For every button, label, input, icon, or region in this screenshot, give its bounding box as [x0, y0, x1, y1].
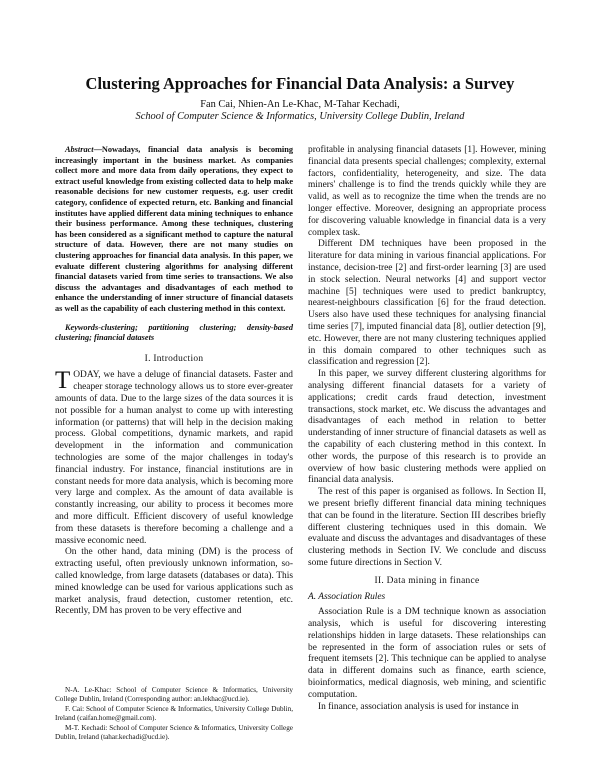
- abstract: [55, 145, 293, 315]
- paper-title: Clustering Approaches for Financial Data Analysis: a Survey: [85, 74, 515, 93]
- keywords: Keywords-clustering; partitioning clustering; density-based clustering; financial datasets: [55, 322, 293, 343]
- section-heading-introduction: I. Introduction: [144, 353, 204, 364]
- author-list: Fan Cai, Nhien-An Le-Khac, M-Tahar Kechadi,: [200, 99, 400, 110]
- intro-paragraph-5: The rest of this paper is organised as follows. In Section II, we present briefly different financial data mining techniques that can be found in the literature. Section III describes briefly different clustering techniques used in this domain. We evaluate and discuss the advantages and disadvantages of these clustering methods in Section IV. We conclude and discuss some future directions in Section V.: [308, 487, 546, 568]
- intro-paragraph-2: On the other hand, data mining (DM) is the process of extracting useful, often previously unknown information, so-called knowledge, from large datasets (databases or data). This mined knowledge can be used for various applications such as market analysis, fraud detection, customer retention, etc. Recently, DM has proven to be very effective and: [55, 547, 293, 617]
- abstract-text: —Nowadays, financial data analysis is becoming increasingly important in the business market. As companies collect more and more data from daily operations, they expect to extract useful knowledge from existing collected data to help make reasonable decisions for new customer requests, e.g. user credit category, confidence of expected return, etc. Banking and financial institutes have applied different data mining techniques to enhance their business performance. Among these techniques, clustering has been considered as a significant method to capture the natural structure of data. However, there are not many studies on clustering approaches for financial data analysis. In this paper, we evaluate different clustering algorithms for analysing different financial datasets varied from time series to transactions. We also discuss the advantages and disadvantages of each method to enhance the understanding of inner structure of financial datasets as well as the capability of each clustering method in this context.: [55, 145, 293, 313]
- drop-cap: T: [55, 367, 71, 395]
- association-paragraph-2: In finance, association analysis is used for instance in: [318, 701, 519, 712]
- section-heading-data-mining: II. Data mining in finance: [374, 575, 480, 586]
- intro-paragraph-3: Different DM techniques have been proposed in the literature for data mining in various financial applications. For instance, decision-tree [2] and first-order learning [3] are used in stock selection. Neural networks [4] and support vector machine [5] techniques were used to predict bankruptcy, nearest-neighbours classification [6] for the fraud detection. Users also have used these techniques for analysing financial time series [7], imputed financial data [8], outlier detection [9], etc. However, there are not many clustering techniques applied in this domain compared to other techniques such as classification and regression [2].: [308, 239, 546, 368]
- intro-paragraph-1-text: ODAY, we have a deluge of financial datasets. Faster and cheaper storage technology allows us to store ever-greater amounts of data. Due to the large sizes of the data sources it is not possible for a human analyst to come up with interesting information (or patterns) that will help in the decision making process. Global competitions, dynamic markets, and rapid development in the information and communication technologies are some of the major challenges in today's financial industry. For instance, financial institutions are in constant needs for more data analysis, which is becoming more very large and complex. As the amount of data available is constantly increasing, our ability to process it becomes more and more difficult. Efficient discovery of useful knowledge from these datasets is therefore becoming a challenge and a massive economic need.: [55, 370, 293, 546]
- intro-paragraph-4: In this paper, we survey different clustering algorithms for analysing different financial datasets for a variety of applications; credit cards fraud detection, investment transactions, stock market, etc. We discuss the advantages and disadvantages of each method in relation to better understanding of inner structure of financial datasets as well as the capability of each clustering method in this context. In other words, the purpose of this research is to provide an overview of how basic clustering methods were applied on financial data analysis.: [308, 369, 546, 486]
- association-paragraph-1: Association Rule is a DM technique known as association analysis, which is useful for discovering interesting relationships hidden in large datasets. These relationships can be represented in the form of association rules or sets of frequent itemsets [2]. This technique can be applied to analyse data in different domains such as finance, earth science, bioinformatics, medical diagnosis, web mining, and scientific computation.: [308, 607, 546, 700]
- footnote-1: N-A. Le-Khac: School of Computer Science & Informatics, University College Dublin, Ireland (Corresponding author: an.lekhac@ucd.ie).: [55, 686, 293, 704]
- right-column: [308, 145, 546, 713]
- intro-paragraph-1: [55, 367, 293, 547]
- footnote-2: F. Cai: School of Computer Science & Informatics, University College Dublin, Ireland (caifan.home@gmail.com).: [55, 704, 293, 723]
- author-affiliation: School of Computer Science & Informatics, University College Dublin, Ireland: [135, 111, 465, 122]
- abstract-lead: Abstract: [65, 145, 94, 154]
- intro-paragraph-2-continued: profitable in analysing financial datasets [1]. However, mining financial data presents special challenges; complexity, external factors, confidentiality, heterogeneity, and size. The data miners' challenge is to find the trends quickly while they are valid, as well as to recognize the time when the trends are no longer effective. Moreover, designing an appropriate process for discovering valuable knowledge in financial data is a very complex task.: [308, 145, 546, 238]
- footnote-3: M-T. Kechadi: School of Computer Science & Informatics, University College Dublin, Ireland (tahar.kechadi@ucd.ie).: [55, 723, 293, 742]
- footnotes: [55, 686, 293, 742]
- left-column: [55, 145, 293, 618]
- subsection-heading-association-rules: A. Association Rules: [308, 592, 386, 603]
